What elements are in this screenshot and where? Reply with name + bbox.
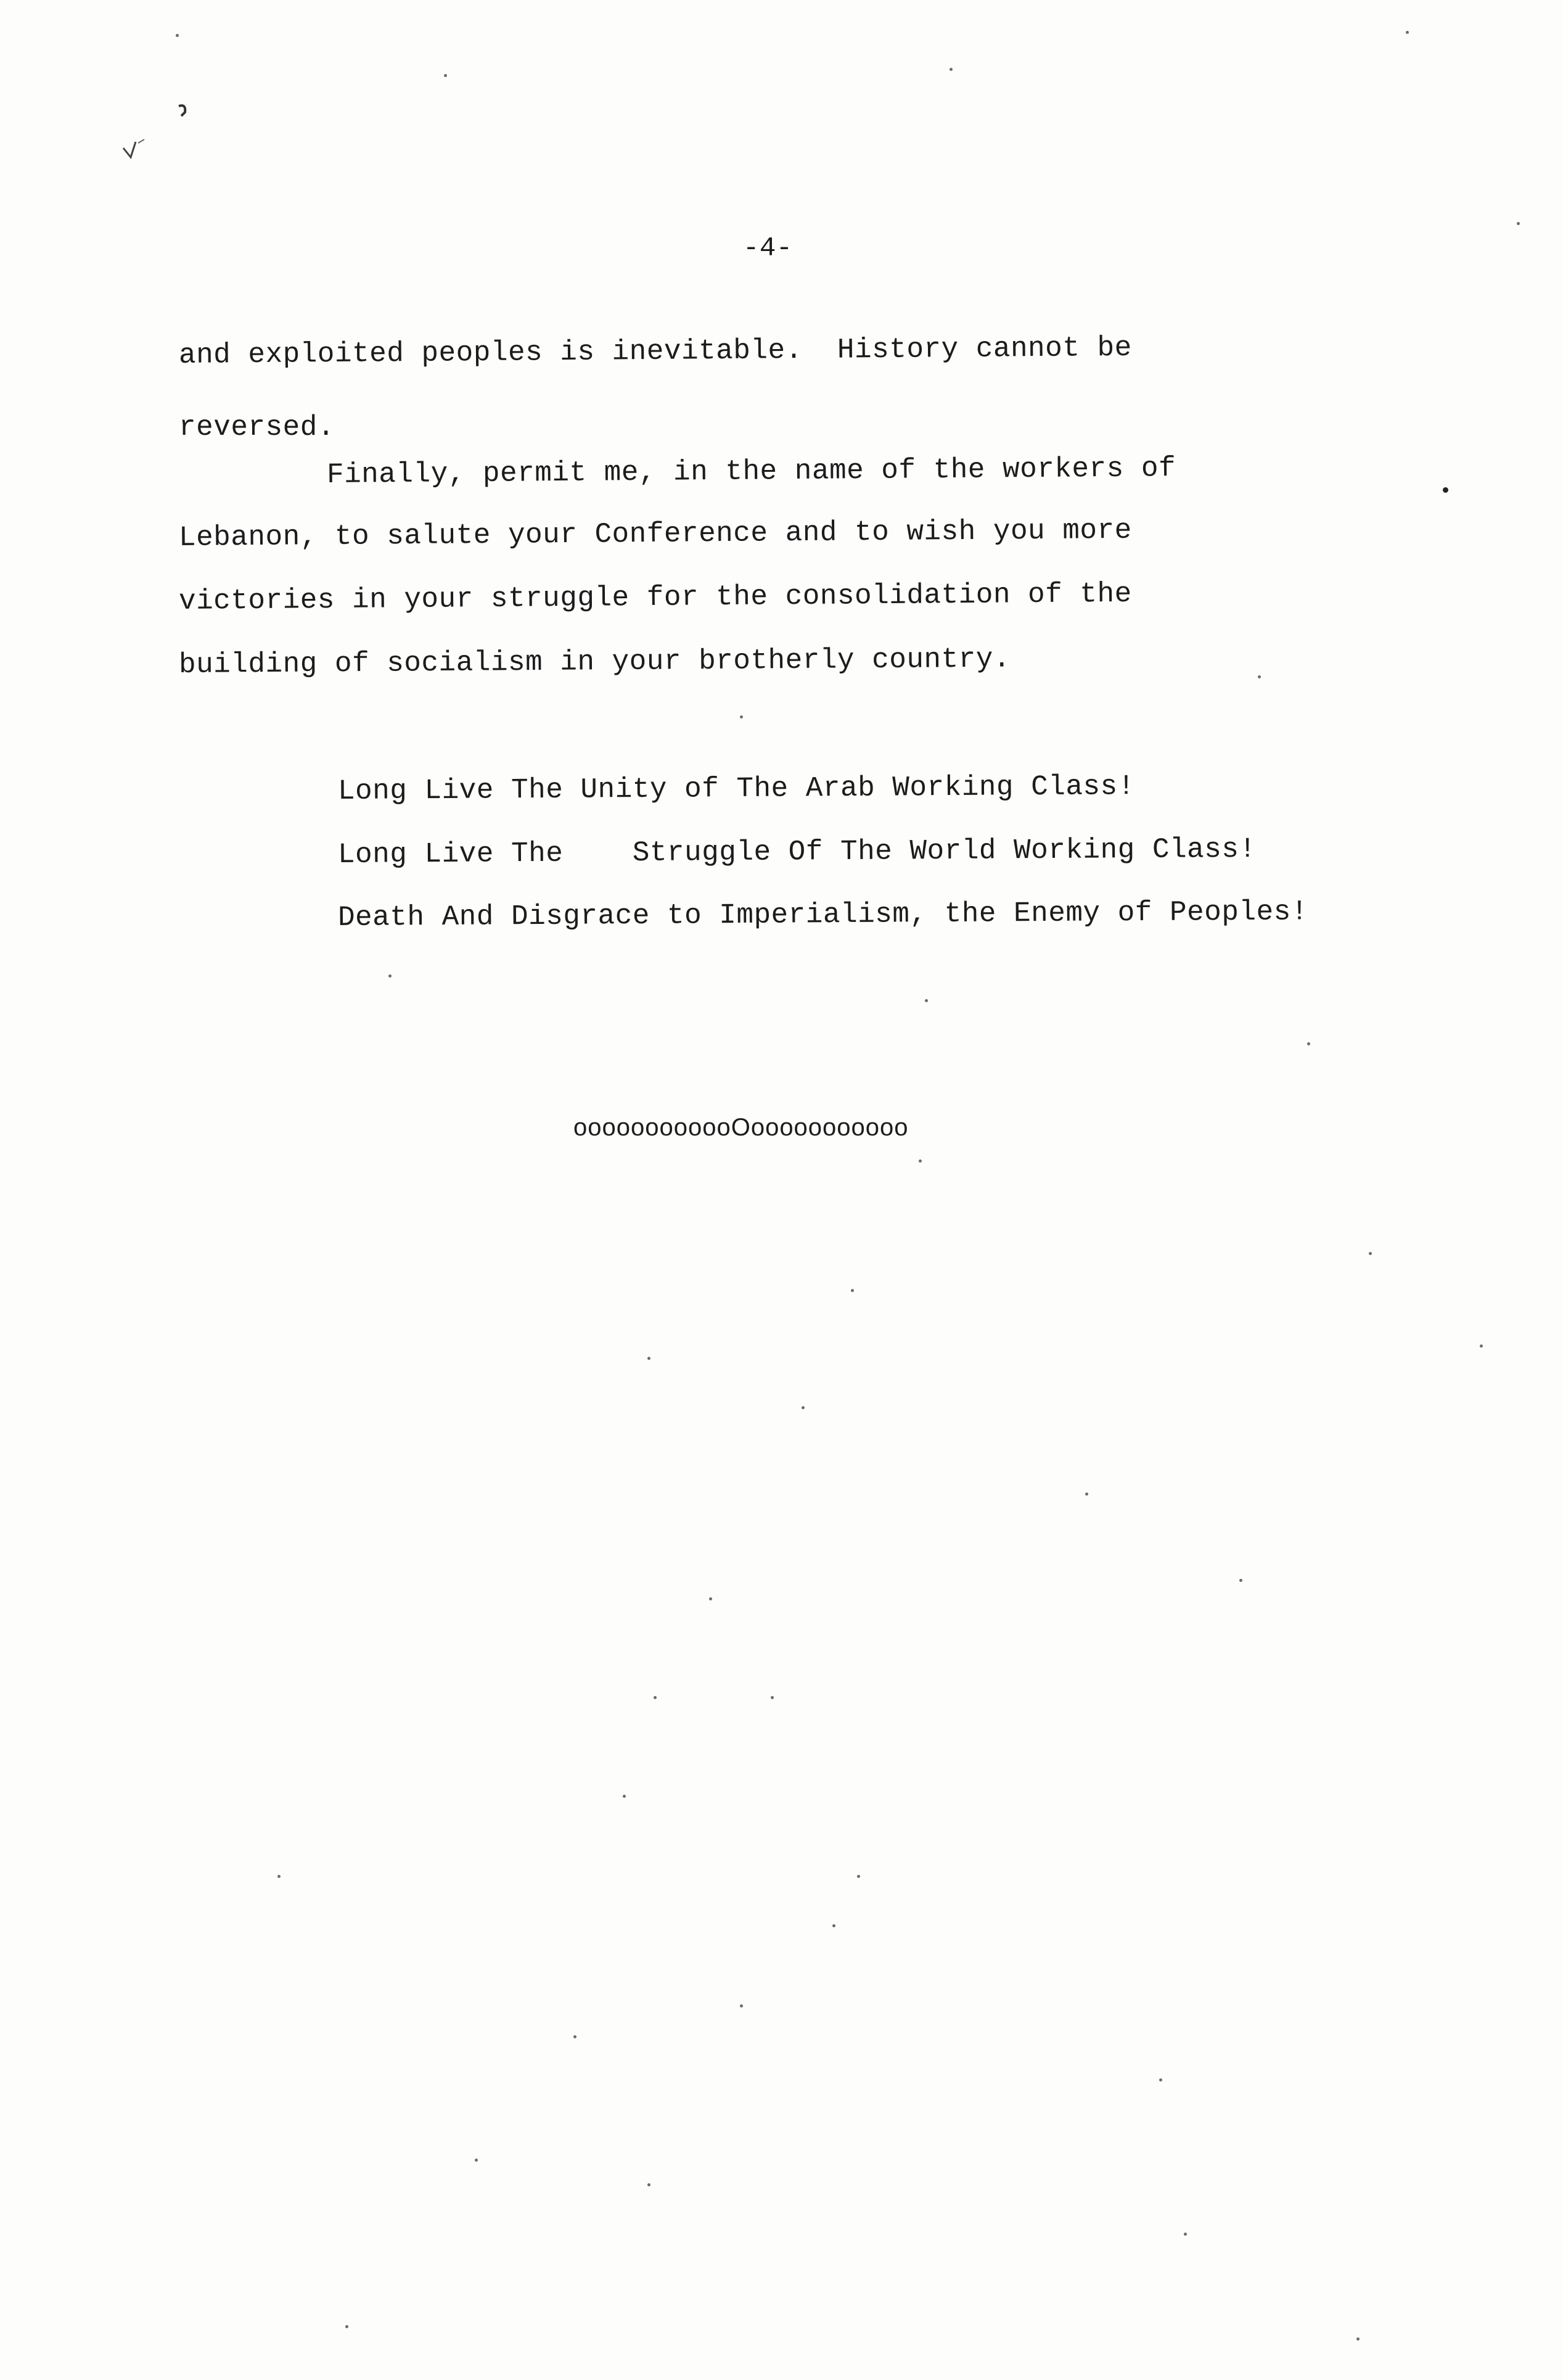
slogan-line: Death And Disgrace to Imperialism, the Enemy of Peoples! xyxy=(337,896,1308,934)
scan-speck xyxy=(1480,1344,1483,1348)
scan-speck xyxy=(832,1924,835,1927)
closing-divider: oooooooooooOooooooooooo xyxy=(573,1114,909,1141)
scan-speck xyxy=(771,1696,774,1699)
scan-speck xyxy=(1369,1252,1372,1255)
paragraph-2-line-4: building of socialism in your brotherly country. xyxy=(178,643,1011,681)
scan-speck xyxy=(647,2183,650,2186)
scan-speck xyxy=(1184,2233,1187,2236)
scan-speck xyxy=(1443,487,1448,493)
paragraph-1-line-1: and exploited peoples is inevitable. History cannot be xyxy=(178,331,1132,371)
scan-speck xyxy=(740,715,743,719)
scan-speck xyxy=(1356,2337,1360,2341)
page-number: -4- xyxy=(743,233,793,264)
paragraph-2-line-3: victories in your struggle for the consolidation of the xyxy=(178,577,1132,617)
paragraph-2-line-1: Finally, permit me, in the name of the workers of xyxy=(326,452,1176,491)
scan-speck xyxy=(475,2159,478,2162)
paragraph-2-line-2: Lebanon, to salute your Conference and to wish you more xyxy=(178,514,1132,554)
scan-speck xyxy=(950,68,953,71)
scan-speck xyxy=(654,1696,657,1699)
scan-speck xyxy=(277,1875,281,1878)
scan-speck xyxy=(345,2325,348,2328)
scan-speck xyxy=(444,74,447,77)
slogan-line: Long Live The Unity of The Arab Working Class! xyxy=(337,770,1135,807)
scan-speck xyxy=(925,999,928,1002)
scan-speck xyxy=(1406,31,1409,34)
scan-speck xyxy=(802,1406,805,1409)
scan-speck xyxy=(573,2035,576,2038)
scan-speck xyxy=(740,2004,743,2007)
scan-speck xyxy=(709,1597,712,1600)
scan-speck xyxy=(857,1875,860,1878)
scan-speck xyxy=(1307,1042,1310,1045)
scan-speck xyxy=(388,974,392,978)
scan-speck xyxy=(647,1357,650,1360)
scan-speck xyxy=(919,1159,922,1163)
scan-speck xyxy=(1258,675,1261,678)
paragraph-1-line-2: reversed. xyxy=(179,411,335,443)
scan-speck xyxy=(1085,1493,1088,1496)
scan-speck xyxy=(1239,1579,1242,1582)
scan-speck xyxy=(623,1795,626,1798)
scan-speck xyxy=(1517,222,1520,225)
scan-speck xyxy=(1159,2078,1162,2081)
scan-speck xyxy=(176,34,179,37)
pencil-scribble-mark xyxy=(117,99,216,167)
slogan-line: Long Live The Struggle Of The World Working Class! xyxy=(337,833,1257,871)
scan-speck xyxy=(851,1289,854,1292)
